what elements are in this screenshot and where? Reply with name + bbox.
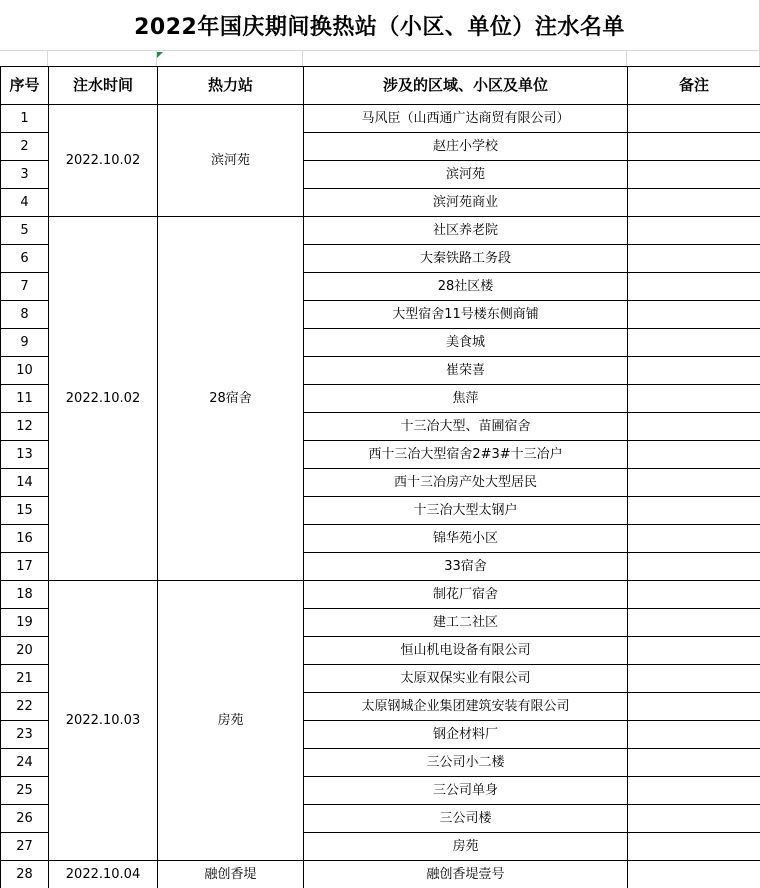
note-cell[interactable] — [628, 637, 760, 665]
area-cell[interactable]: 崔荣喜 — [304, 357, 628, 385]
selected-cell[interactable] — [157, 51, 303, 67]
note-cell[interactable] — [628, 525, 760, 553]
station-cell[interactable]: 滨河苑 — [158, 105, 304, 217]
table-header-row — [1, 67, 760, 105]
area-cell[interactable]: 28社区楼 — [304, 273, 628, 301]
area-cell[interactable]: 滨河苑 — [304, 161, 628, 189]
note-cell[interactable] — [628, 609, 760, 637]
row-index-cell[interactable]: 8 — [1, 301, 49, 329]
row-index-cell[interactable]: 9 — [1, 329, 49, 357]
row-index-cell[interactable]: 17 — [1, 553, 49, 581]
header-index[interactable]: 序号 — [1, 67, 49, 105]
note-cell[interactable] — [628, 805, 760, 833]
note-cell[interactable] — [628, 441, 760, 469]
table-row — [1, 105, 760, 133]
station-cell[interactable]: 融创香堤 — [158, 861, 304, 888]
header-date[interactable]: 注水时间 — [49, 67, 158, 105]
note-cell[interactable] — [628, 665, 760, 693]
row-index-cell[interactable]: 21 — [1, 665, 49, 693]
area-cell[interactable]: 三公司小二楼 — [304, 749, 628, 777]
row-index-cell[interactable]: 19 — [1, 609, 49, 637]
row-index-cell[interactable]: 11 — [1, 385, 49, 413]
area-cell[interactable]: 太原双保实业有限公司 — [304, 665, 628, 693]
note-cell[interactable] — [628, 553, 760, 581]
area-cell[interactable]: 西十三冶大型宿舍2#3#十三冶户 — [304, 441, 628, 469]
area-cell[interactable]: 锦华苑小区 — [304, 525, 628, 553]
area-cell[interactable]: 大秦铁路工务段 — [304, 245, 628, 273]
row-index-cell[interactable]: 23 — [1, 721, 49, 749]
note-cell[interactable] — [628, 777, 760, 805]
note-cell[interactable] — [628, 833, 760, 861]
row-index-cell[interactable]: 27 — [1, 833, 49, 861]
sheet-title[interactable]: 2022年国庆期间换热站（小区、单位）注水名单 — [0, 0, 760, 50]
note-cell[interactable] — [628, 721, 760, 749]
row-index-cell[interactable]: 25 — [1, 777, 49, 805]
area-cell[interactable]: 太原钢城企业集团建筑安装有限公司 — [304, 693, 628, 721]
water-injection-table — [0, 66, 760, 888]
area-cell[interactable]: 十三冶大型、苗圃宿舍 — [304, 413, 628, 441]
area-cell[interactable]: 滨河苑商业 — [304, 189, 628, 217]
row-index-cell[interactable]: 22 — [1, 693, 49, 721]
date-cell[interactable]: 2022.10.02 — [49, 217, 158, 581]
note-cell[interactable] — [628, 217, 760, 245]
area-cell[interactable]: 美食城 — [304, 329, 628, 357]
area-cell[interactable]: 社区养老院 — [304, 217, 628, 245]
note-cell[interactable] — [628, 749, 760, 777]
row-index-cell[interactable]: 18 — [1, 581, 49, 609]
note-cell[interactable] — [628, 273, 760, 301]
row-index-cell[interactable]: 12 — [1, 413, 49, 441]
note-cell[interactable] — [628, 133, 760, 161]
area-cell[interactable]: 制花厂宿舍 — [304, 581, 628, 609]
empty-cell[interactable] — [627, 51, 760, 67]
row-index-cell[interactable]: 2 — [1, 133, 49, 161]
note-cell[interactable] — [628, 413, 760, 441]
row-index-cell[interactable]: 28 — [1, 861, 49, 888]
area-cell[interactable]: 焦萍 — [304, 385, 628, 413]
area-cell[interactable]: 房苑 — [304, 833, 628, 861]
empty-cell[interactable] — [303, 51, 627, 67]
area-cell[interactable]: 西十三冶房产处大型居民 — [304, 469, 628, 497]
row-index-cell[interactable]: 20 — [1, 637, 49, 665]
area-cell[interactable]: 大型宿舍11号楼东侧商铺 — [304, 301, 628, 329]
row-index-cell[interactable]: 14 — [1, 469, 49, 497]
date-cell[interactable]: 2022.10.03 — [49, 581, 158, 861]
empty-spreadsheet-row[interactable] — [0, 50, 760, 66]
area-cell[interactable]: 融创香堤壹号 — [304, 861, 628, 888]
area-cell[interactable]: 马风臣（山西通广达商贸有限公司） — [304, 105, 628, 133]
date-cell[interactable]: 2022.10.02 — [49, 105, 158, 217]
note-cell[interactable] — [628, 329, 760, 357]
table-row — [1, 217, 760, 245]
area-cell[interactable]: 三公司楼 — [304, 805, 628, 833]
empty-cell[interactable] — [0, 51, 48, 67]
header-area[interactable]: 涉及的区域、小区及单位 — [304, 67, 628, 105]
note-cell[interactable] — [628, 161, 760, 189]
note-cell[interactable] — [628, 357, 760, 385]
cell-comment-marker-icon — [157, 52, 163, 58]
station-cell[interactable]: 28宿舍 — [158, 217, 304, 581]
note-cell[interactable] — [628, 189, 760, 217]
note-cell[interactable] — [628, 105, 760, 133]
row-index-cell[interactable]: 6 — [1, 245, 49, 273]
row-index-cell[interactable]: 7 — [1, 273, 49, 301]
row-index-cell[interactable]: 4 — [1, 189, 49, 217]
row-index-cell[interactable]: 26 — [1, 805, 49, 833]
area-cell[interactable]: 赵庄小学校 — [304, 133, 628, 161]
area-cell[interactable]: 建工二社区 — [304, 609, 628, 637]
table-body — [1, 105, 760, 888]
table-row — [1, 861, 760, 888]
note-cell[interactable] — [628, 469, 760, 497]
area-cell[interactable]: 十三冶大型太钢户 — [304, 497, 628, 525]
note-cell[interactable] — [628, 693, 760, 721]
row-index-cell[interactable]: 1 — [1, 105, 49, 133]
table-row — [1, 581, 760, 609]
empty-cell[interactable] — [48, 51, 157, 67]
row-index-cell[interactable]: 5 — [1, 217, 49, 245]
date-cell[interactable]: 2022.10.04 — [49, 861, 158, 888]
note-cell[interactable] — [628, 301, 760, 329]
area-cell[interactable]: 33宿舍 — [304, 553, 628, 581]
row-index-cell[interactable]: 10 — [1, 357, 49, 385]
row-index-cell[interactable]: 15 — [1, 497, 49, 525]
row-index-cell[interactable]: 24 — [1, 749, 49, 777]
note-cell[interactable] — [628, 861, 760, 888]
header-station[interactable]: 热力站 — [158, 67, 304, 105]
row-index-cell[interactable]: 3 — [1, 161, 49, 189]
area-cell[interactable]: 恒山机电设备有限公司 — [304, 637, 628, 665]
row-index-cell[interactable]: 13 — [1, 441, 49, 469]
note-cell[interactable] — [628, 385, 760, 413]
header-note[interactable]: 备注 — [628, 67, 760, 105]
note-cell[interactable] — [628, 497, 760, 525]
station-cell[interactable]: 房苑 — [158, 581, 304, 861]
area-cell[interactable]: 三公司单身 — [304, 777, 628, 805]
area-cell[interactable]: 钢企材料厂 — [304, 721, 628, 749]
row-index-cell[interactable]: 16 — [1, 525, 49, 553]
note-cell[interactable] — [628, 581, 760, 609]
note-cell[interactable] — [628, 245, 760, 273]
